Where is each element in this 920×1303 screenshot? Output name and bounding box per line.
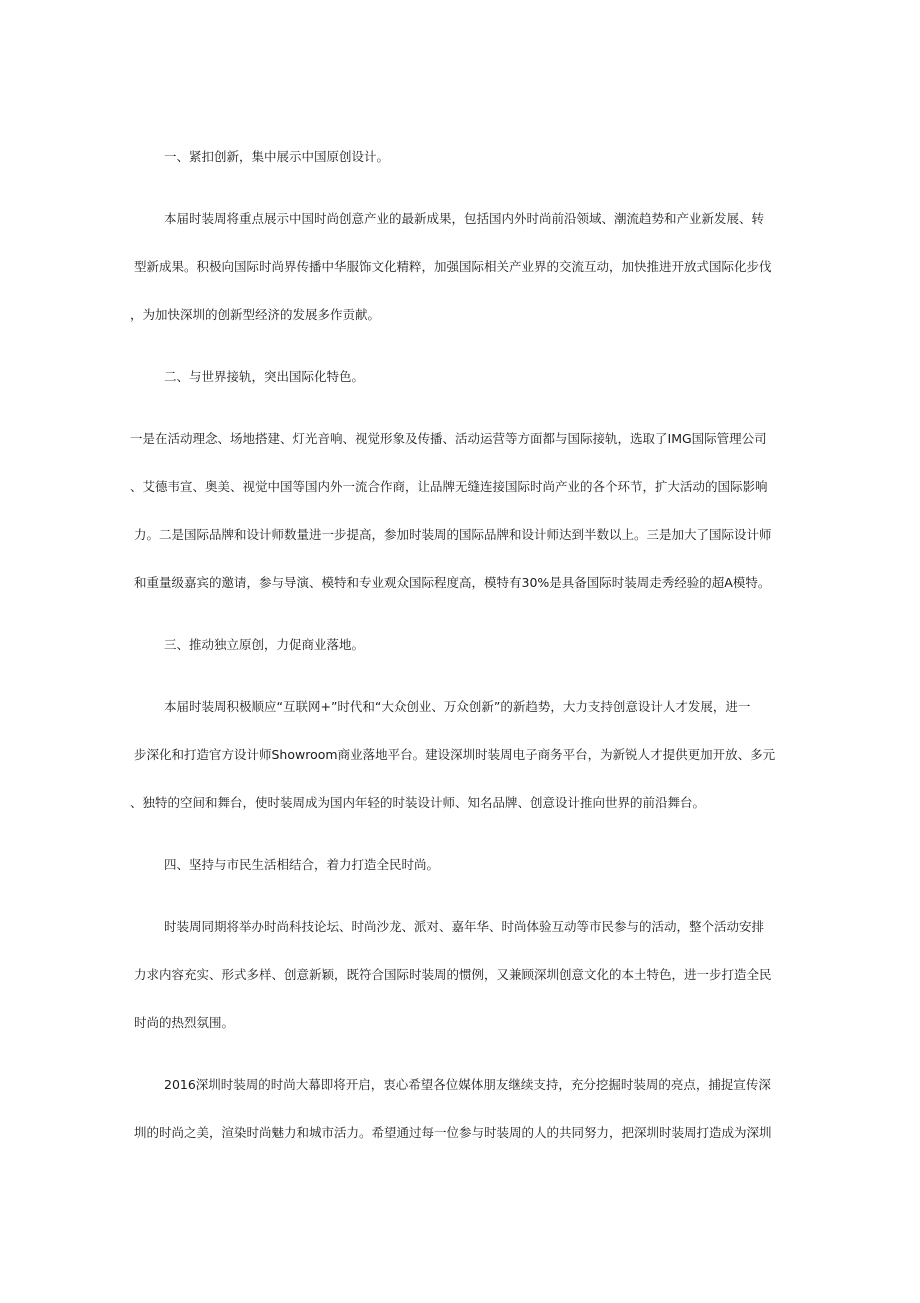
section-heading-3: 三、推动独立原创，力促商业落地。	[164, 637, 365, 652]
paragraph-1-line-1: 本届时装周将重点展示中国时尚创意产业的最新成果，包括国内外时尚前沿领域、潮流趋势和产业新发展、转	[164, 211, 765, 226]
paragraph-2-line-3: 力。二是国际品牌和设计师数量进一步提高，参加时装周的国际品牌和设计师达到半数以上。三是加大了国际设计师	[134, 527, 772, 542]
paragraph-3-line-2: 步深化和打造官方设计师Showroom商业落地平台。建设深圳时装周电子商务平台，为新锐人才提供更加开放、多元	[134, 747, 776, 762]
paragraph-5-line-1: 2016深圳时装周的时尚大幕即将开启，衷心希望各位媒体朋友继续支持，充分挖掘时装周的亮点，捕捉宣传深	[164, 1077, 771, 1092]
paragraph-2-line-4: 和重量级嘉宾的邀请，参与导演、模特和专业观众国际程度高，模特有30%是具备国际时装周走秀经验的超A模特。	[134, 575, 771, 590]
paragraph-2-line-2: 、艾德韦宣、奥美、视觉中国等国内外一流合作商，让品牌无缝连接国际时尚产业的各个环节，扩大活动的国际影响	[130, 479, 768, 494]
paragraph-1-line-2: 型新成果。积极向国际时尚界传播中华服饰文化精粹，加强国际相关产业界的交流互动，加快推进开放式国际化步伐	[134, 259, 772, 274]
paragraph-3-line-1: 本届时装周积极顺应“互联网+”时代和“大众创业、万众创新”的新趋势，大力支持创意设计人才发展，进一	[164, 699, 751, 714]
paragraph-3-line-3: 、独特的空间和舞台，使时装周成为国内年轻的时装设计师、知名品牌、创意设计推向世界的前沿舞台。	[130, 795, 706, 810]
section-heading-2: 二、与世界接轨，突出国际化特色。	[164, 369, 365, 384]
paragraph-5-line-2: 圳的时尚之美，渲染时尚魅力和城市活力。希望通过每一位参与时装周的人的共同努力，把深圳时装周打造成为深圳	[134, 1125, 772, 1140]
paragraph-2-line-1: 一是在活动理念、场地搭建、灯光音响、视觉形象及传播、活动运营等方面都与国际接轨，选取了IMG国际管理公司	[130, 431, 767, 446]
paragraph-4-line-1: 时装周同期将举办时尚科技论坛、时尚沙龙、派对、嘉年华、时尚体验互动等市民参与的活动，整个活动安排	[164, 919, 765, 934]
paragraph-4-line-2: 力求内容充实、形式多样、创意新颖，既符合国际时装周的惯例，又兼顾深圳创意文化的本土特色，进一步打造全民	[134, 967, 772, 982]
section-heading-1: 一、紧扣创新，集中展示中国原创设计。	[164, 149, 390, 164]
paragraph-4-line-3: 时尚的热烈氛围。	[134, 1015, 235, 1030]
paragraph-1-line-3: ，为加快深圳的创新型经济的发展多作贡献。	[130, 307, 381, 322]
section-heading-4: 四、坚持与市民生活相结合，着力打造全民时尚。	[164, 857, 440, 872]
